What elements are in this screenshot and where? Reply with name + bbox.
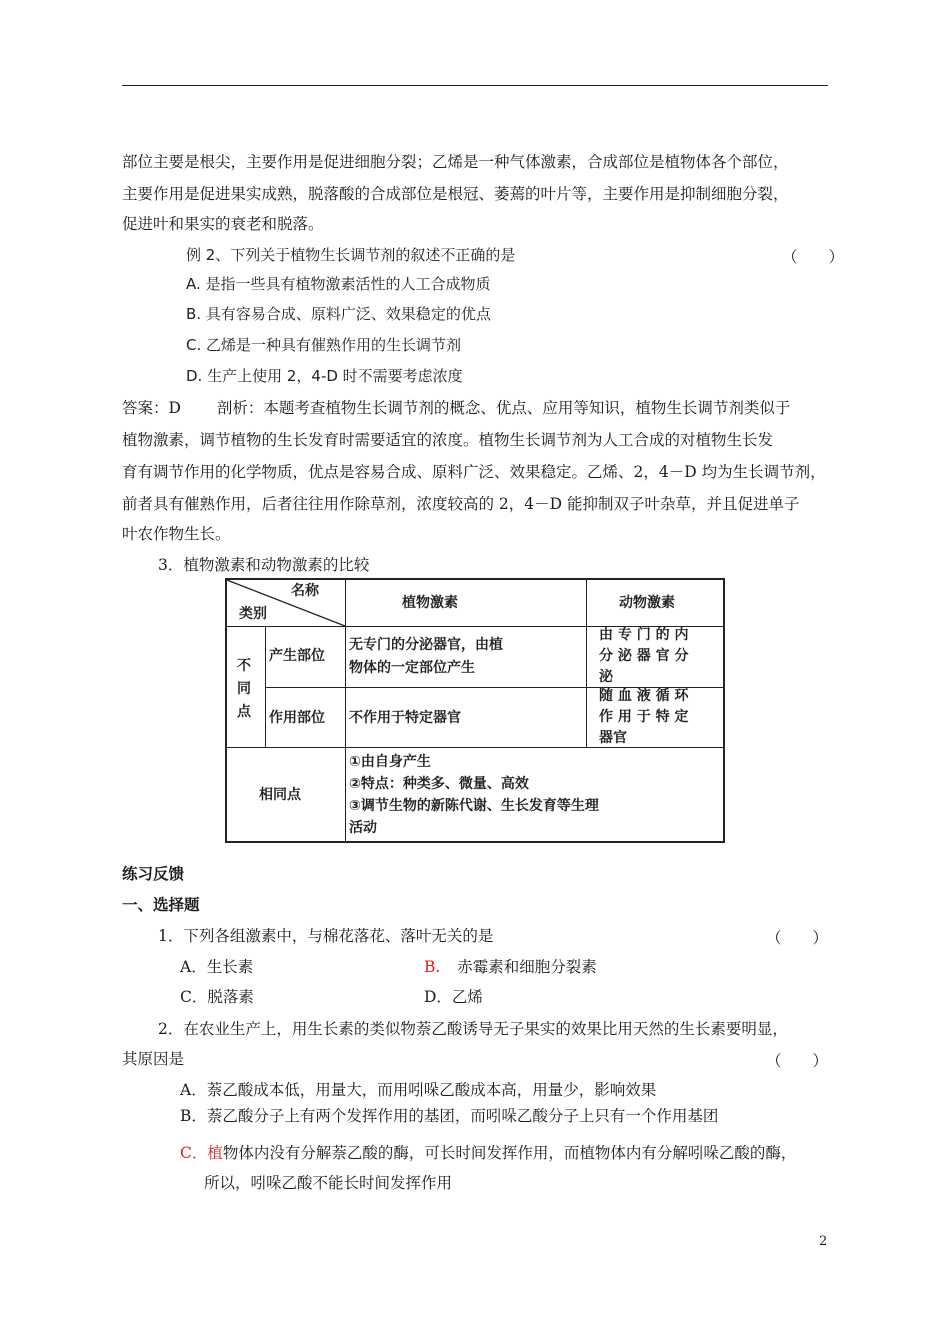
answer-line-3: 育有调节作用的化学物质，优点是容易合成、原料广泛、效果稳定。乙烯、2，4－D 均为生长调节剂， bbox=[122, 463, 826, 481]
q1-option-b bbox=[424, 957, 597, 977]
row-produce-animal-2: 分 泌 器 官 分 bbox=[599, 648, 689, 664]
q2-option-c bbox=[180, 1143, 796, 1163]
answer-line-1: 答案：D 剖析：本题考查植物生长调节剂的概念、优点、应用等知识，植物生长调节剂类似于 bbox=[122, 399, 791, 417]
grid-line bbox=[345, 580, 346, 747]
q2-option-c-text: 物体内没有分解萘乙酸的酶，可长时间发挥作用，而植物体内有分解吲哚乙酸的酶， bbox=[222, 1144, 797, 1162]
row-act-animal-3: 器官 bbox=[599, 730, 627, 746]
row-act-label: 作用部位 bbox=[269, 710, 325, 726]
grid-line bbox=[345, 747, 346, 841]
row-produce-label: 产生部位 bbox=[269, 648, 325, 664]
example2-option-a: A. 是指一些具有植物激素活性的人工合成物质 bbox=[186, 275, 491, 293]
header-category: 类别 bbox=[239, 606, 267, 622]
example2-paren: （ ） bbox=[782, 248, 845, 266]
same-line-2: ②特点：种类多、微量、高效 bbox=[349, 776, 529, 792]
practice-title: 练习反馈 bbox=[122, 864, 185, 883]
same-label: 相同点 bbox=[259, 787, 301, 803]
q1-option-c: C．脱落素 bbox=[180, 988, 254, 1006]
intro-line-2: 主要作用是促进果实成熟，脱落酸的合成部位是根冠、萎蔫的叶片等，主要作用是抑制细胞分裂， bbox=[122, 185, 789, 203]
diff-label-3: 点 bbox=[237, 704, 251, 720]
q2-option-b: B．萘乙酸分子上有两个发挥作用的基团，而吲哚乙酸分子上只有一个作用基团 bbox=[180, 1107, 719, 1125]
answer-line-5: 叶农作物生长。 bbox=[122, 525, 231, 543]
q2-option-c-prefix: C．植 bbox=[180, 1144, 223, 1162]
answer-line-2: 植物激素，调节植物的生长发育时需要适宜的浓度。植物生长调节剂为人工合成的对植物生长发 bbox=[122, 431, 774, 449]
row-act-animal-1: 随 血 液 循 环 bbox=[599, 688, 689, 704]
example2-option-c: C. 乙烯是一种具有催熟作用的生长调节剂 bbox=[186, 336, 462, 354]
same-line-1: ①由自身产生 bbox=[349, 754, 431, 770]
header-plant-hormone: 植物激素 bbox=[402, 595, 458, 611]
q1-option-b-letter: B. bbox=[424, 958, 441, 976]
row-produce-animal-3: 泌 bbox=[599, 669, 613, 685]
header-rule bbox=[122, 85, 828, 86]
page-number: 2 bbox=[819, 1234, 828, 1249]
diff-label-1: 不 bbox=[237, 658, 251, 674]
q1-option-d: D．乙烯 bbox=[424, 988, 483, 1006]
answer-line-4: 前者具有催熟作用，后者往往用作除草剂，浓度较高的 2，4－D 能抑制双子叶杂草，并且促进单子 bbox=[122, 495, 800, 513]
row-act-plant-1: 不作用于特定器官 bbox=[349, 710, 461, 726]
example2-question: 例 2、下列关于植物生长调节剂的叙述不正确的是 bbox=[186, 246, 516, 264]
example2-option-b: B. 具有容易合成、原料广泛、效果稳定的优点 bbox=[186, 305, 491, 323]
q1-option-b-text: 赤霉素和细胞分裂素 bbox=[457, 958, 597, 976]
comparison-table bbox=[225, 578, 725, 843]
grid-line bbox=[227, 747, 723, 748]
row-produce-animal-1: 由 专 门 的 内 bbox=[599, 627, 689, 643]
q2-option-a: A．萘乙酸成本低，用量大，而用吲哚乙酸成本高，用量少，影响效果 bbox=[180, 1081, 657, 1099]
header-name: 名称 bbox=[291, 583, 319, 599]
intro-line-3: 促进叶和果实的衰老和脱落。 bbox=[122, 215, 324, 233]
section3-title: 3．植物激素和动物激素的比较 bbox=[158, 556, 370, 574]
same-line-3: ③调节生物的新陈代谢、生长发育等生理 bbox=[349, 798, 599, 814]
q2-option-c-line2: 所以，吲哚乙酸不能长时间发挥作用 bbox=[204, 1174, 453, 1192]
intro-line-1: 部位主要是根尖，主要作用是促进细胞分裂；乙烯是一种气体激素，合成部位是植物体各个部位， bbox=[122, 153, 789, 171]
grid-line bbox=[586, 580, 587, 747]
q2-paren: （ ） bbox=[766, 1052, 829, 1070]
section1-title: 一、选择题 bbox=[122, 895, 200, 914]
row-produce-plant-2: 物体的一定部位产生 bbox=[349, 660, 475, 676]
q1-option-a: A．生长素 bbox=[180, 958, 254, 976]
q1-question: 1．下列各组激素中，与棉花落花、落叶无关的是 bbox=[158, 927, 494, 945]
q2-line-2: 其原因是 bbox=[122, 1050, 185, 1068]
header-animal-hormone: 动物激素 bbox=[619, 595, 675, 611]
diff-label-2: 同 bbox=[237, 681, 251, 697]
row-produce-plant-1: 无专门的分泌器官，由植 bbox=[349, 637, 503, 653]
row-act-animal-2: 作 用 于 特 定 bbox=[599, 709, 689, 725]
q2-line-1: 2．在农业生产上，用生长素的类似物萘乙酸诱导无子果实的效果比用天然的生长素要明显， bbox=[158, 1020, 788, 1038]
example2-option-d: D. 生产上使用 2，4-D 时不需要考虑浓度 bbox=[186, 367, 463, 385]
same-line-4: 活动 bbox=[349, 820, 377, 836]
q1-paren: （ ） bbox=[766, 929, 829, 947]
